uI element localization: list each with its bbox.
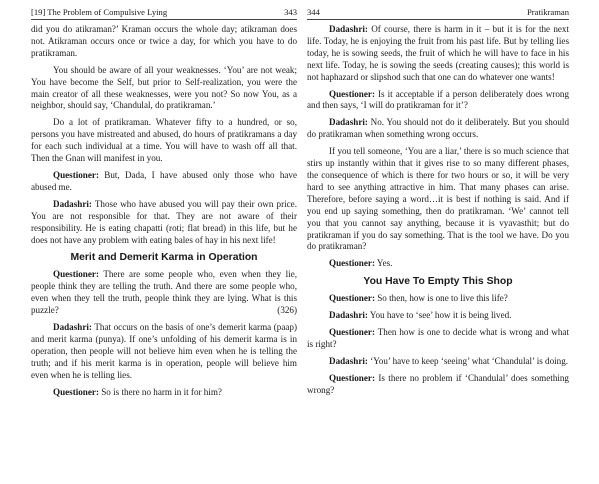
right-page-body (307, 24, 569, 397)
reference-number: (326) (277, 305, 297, 316)
left-page-header (31, 0, 297, 20)
paragraph: Questioner: But, Dada, I have abused only those who have abused me. (31, 169, 297, 192)
right-page (307, 0, 569, 484)
paragraph: Dadashri: You have to ‘see’ how it is being lived. (329, 310, 512, 321)
paragraph: Questioner: So is there no harm in it for him? (53, 386, 222, 397)
speaker-label: Questioner: (329, 372, 375, 383)
paragraph: Questioner: Is it acceptable if a person deliberately does wrong and then says, ‘I will do pratikraman for it’? (307, 88, 569, 111)
paragraph: Dadashri: Of course, there is harm in it – but it is for the next life. Today, he is enjoying the fruit from his past life. But by telling lies today, he is sowing seeds, the fruit of which he will have to face in his next life. Today, he is sowing the seeds (creating causes); this world is not haphazard or slipshod such that one can do whatever one wants! (307, 24, 569, 82)
page-number: 343 (284, 7, 297, 18)
speaker-label: Questioner: (53, 169, 99, 180)
speaker-label: Dadashri: (329, 24, 368, 34)
speaker-label: Dadashri: (53, 198, 92, 209)
paragraph: Questioner: Then how is one to decide what is wrong and what is right? (307, 327, 569, 349)
paragraph: Questioner: Is there no problem if ‘Chandulal’ does something wrong? (307, 372, 569, 395)
speaker-label: Questioner: (53, 386, 99, 397)
paragraph: did you do atikraman?’ Kraman occurs the whole day; atikraman does not. Atikraman occurs once or twice a day, for which you have to do pratikraman. (31, 24, 297, 58)
speaker-label: Questioner: (329, 293, 375, 304)
speaker-label: Questioner: (329, 258, 375, 269)
speaker-label: Questioner: (53, 269, 99, 280)
paragraph: Dadashri: That occurs on the basis of one’s demerit karma (paap) and merit karma (punya). If one’s unfolding of his demerit karma is in operation, then people will not believe him even when he is telling the truth; and if his merit karma is in operation, people will believe him even when he is telling lies. (31, 322, 297, 380)
paragraph: Do a lot of pratikraman. Whatever fifty to a hundred, or so, persons you have mistreated and abused, do hours of pratikramans a day for each such individual at a time. You will have to wash off all that. Then the Gnan will manifest in you. (31, 117, 297, 164)
paragraph: Questioner: So then, how is one to live this life? (329, 293, 508, 304)
running-title: [19] The Problem of Compulsive Lying (31, 7, 168, 18)
paragraph: Questioner: There are some people who, even when they lie, people think they are telling the truth. And there are some people who, even when they tell the truth, people think they are lying. What is this puzzle? (326) (31, 269, 298, 316)
speaker-label: Dadashri: (53, 322, 92, 333)
paragraph: Dadashri: Those who have abused you will pay their own price. You are not responsible for that. They are not aware of their responsibility. He is eating chapatti (roti; flat bread) in this life, but he does not have any problem with eating bales of hay in his next life! (31, 198, 297, 245)
paragraph: You should be aware of all your weaknesses. ‘You’ are not weak; You have become the Self, but prior to Self-realization, you were the main creator of all these weaknesses, were you not? So now You, as a neighbor, should say, ‘Chandulal, do pratikraman.’ (31, 64, 297, 111)
paragraph: Dadashri: No. You should not do it deliberately. But you should do pratikraman when something wrong occurs. (307, 117, 569, 140)
speaker-label: Questioner: (329, 327, 375, 338)
left-page-body (31, 24, 297, 398)
paragraph: Questioner: Yes. (329, 258, 393, 269)
paragraph: If you tell someone, ‘You are a liar,’ there is so much science that stirs up instantly within that it gives rise to so many different phases, the consequence of which is there for two hours or so, it will be very hard to see anything attractive in him. That many phases can arise. Therefore, before saying a word…it is best if nothing is said. And if you end up saying something, then do pratikraman. ‘We’ cannot tell you that you cannot say anything, because it is vyavasthit; but do pratikraman if you do say something. That is the tool we have. Do you do pratikraman? (307, 146, 569, 252)
section-heading: Merit and Demerit Karma in Operation (70, 252, 258, 264)
speaker-label: Dadashri: (329, 117, 368, 128)
speaker-label: Questioner: (329, 88, 375, 99)
page-number: 344 (307, 7, 320, 18)
speaker-label: Dadashri: (329, 355, 368, 366)
speaker-label: Dadashri: (329, 310, 368, 321)
section-heading: You Have To Empty This Shop (363, 276, 513, 288)
paragraph: Dadashri: ‘You’ have to keep ‘seeing’ what ‘Chandulal’ is doing. (329, 355, 569, 366)
right-page-header (307, 0, 569, 20)
running-title: Pratikraman (527, 7, 569, 18)
left-page (31, 0, 297, 484)
